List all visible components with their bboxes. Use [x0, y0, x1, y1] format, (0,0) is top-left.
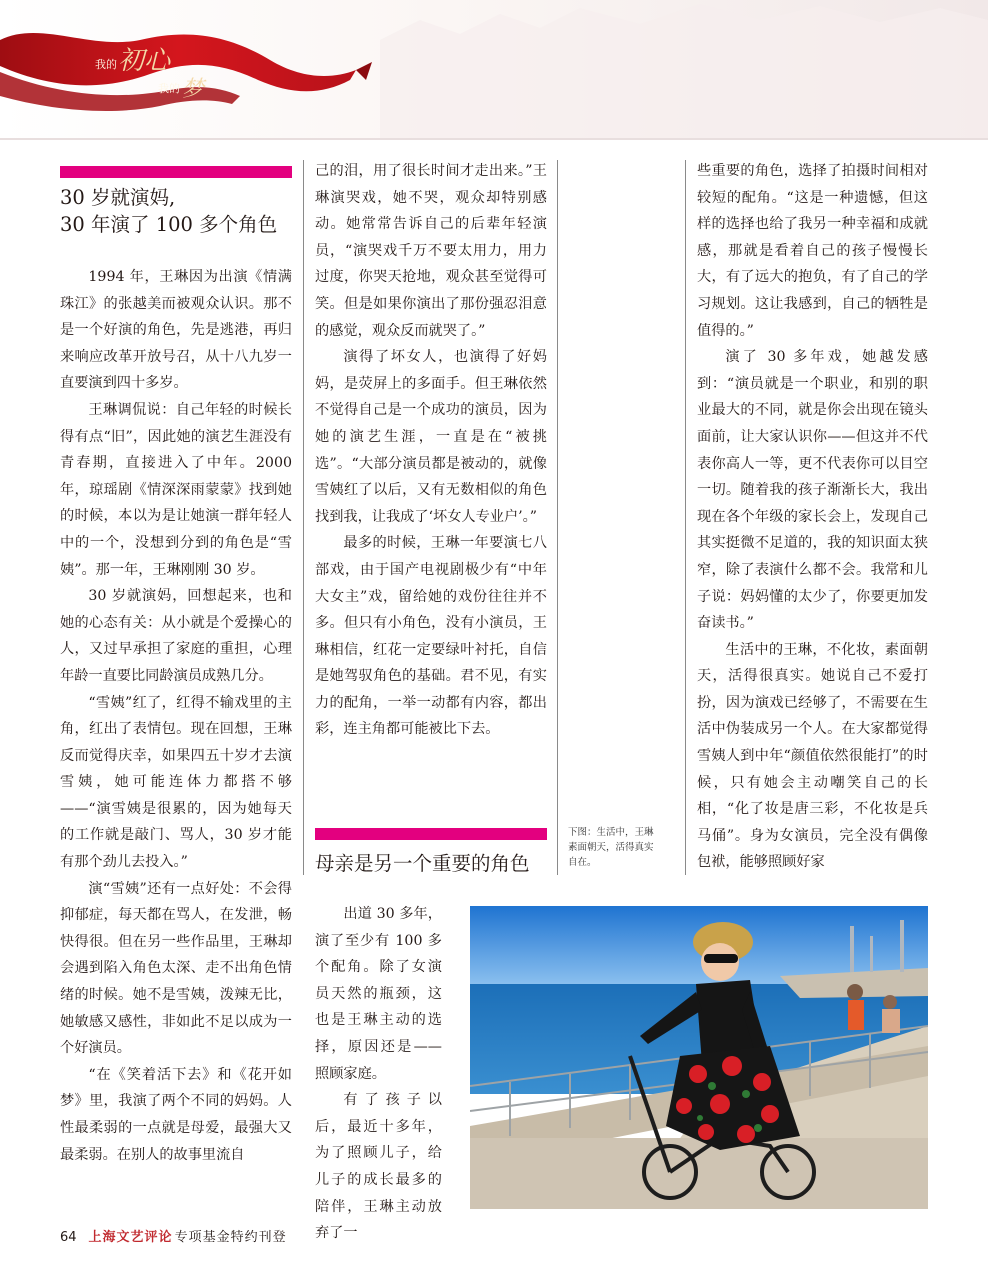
- paragraph: 1994 年，王琳因为出演《情满珠江》的张越美而被观众认识。那不是一个好演的角色，先是逃港，再归来响应改革开放号召，从十八九岁一直要演到四十多岁。: [60, 269, 292, 392]
- banner-art-meng: 梦: [182, 77, 205, 102]
- banner-text-mid: 我的: [158, 82, 180, 95]
- paragraph: 演得了坏女人，也演得了好妈妈，是荧屏上的多面手。但王琳依然不觉得自己是一个成功的演员，因为她的演艺生涯，一直是在“被挑选”。“大部分演员都是被动的，就像雪姨红了以后，又有无数相似的角色找到我，让我成了‘坏女人专业户’。”: [315, 349, 547, 525]
- article-column-1: [60, 264, 292, 1168]
- footer-subtitle: 专项基金特约刊登: [174, 1230, 287, 1245]
- caption-line: 素面朝天，活得真实: [568, 842, 654, 853]
- column-divider-1: [303, 160, 304, 875]
- page-number: 64: [60, 1230, 77, 1245]
- caption-line: 自在。: [568, 857, 597, 868]
- page-footer: [60, 1226, 287, 1245]
- paragraph: 演“雪姨”还有一点好处：不会得抑郁症，每天都在骂人，在发泄，畅快得很。但在另一些作品里，王琳却会遇到陷入角色太深、走不出角色情绪的时候。她不是雪姨，泼辣无比，她敏感又感性，非如此不足以成为一个好演员。: [60, 880, 292, 1057]
- column-divider-2: [557, 160, 558, 875]
- paragraph: 30 岁就演妈，回想起来，也和她的心态有关：从小就是个爱操心的人，又过早承担了家庭的重担，心理年龄一直要比同龄演员成熟几分。: [60, 588, 292, 684]
- banner-text-left: 我的: [95, 58, 117, 71]
- photo-caption: [568, 825, 678, 870]
- section1-heading-line1: 30 岁就演妈,: [60, 186, 176, 209]
- banner-art-chuxin: 初心: [118, 46, 171, 76]
- paragraph: 王琳调侃说：自己年轻的时候长得有点“旧”，因此她的演艺生涯没有青春期，直接进入了中年。2000 年，琼瑶剧《情深深雨蒙蒙》找到她的时候，本以为是让她演一群年轻人中的一个，没想到分到的角色是“雪姨”。那一年，王琳刚刚 30 岁。: [60, 401, 292, 578]
- column-divider-3: [685, 160, 686, 875]
- photo-woman-on-bicycle: [470, 906, 928, 1209]
- paragraph: 有了孩子以后，最近十多年，为了照顾儿子，给儿子的成长最多的陪伴，王琳主动放弃了一: [315, 1092, 442, 1242]
- header-banner: [0, 0, 988, 140]
- caption-line: 下图：生活中，王琳: [568, 827, 654, 838]
- magazine-name: 上海文艺评论: [88, 1230, 173, 1245]
- paragraph: “在《笑着活下去》和《花开如梦》里，我演了两个不同的妈妈。人性最柔弱的一点就是母爱，最强大又最柔弱。在别人的故事里流自: [60, 1066, 292, 1163]
- paragraph: 最多的时候，王琳一年要演七八部戏，由于国产电视剧极少有“中年大女主”戏，留给她的戏份往往并不多。但只有小角色，没有小演员，王琳相信，红花一定要绿叶衬托，自信是她驾驭角色的基础。君不见，有实力的配角，一举一动都有内容，都出彩，连主角都可能被比下去。: [315, 535, 547, 738]
- photo-illustration: [470, 906, 928, 1209]
- section2-heading: 母亲是另一个重要的角色: [315, 852, 530, 875]
- section2-accent-bar: [315, 828, 547, 840]
- section1-accent-bar: [60, 166, 292, 178]
- article-column-2b: [315, 901, 442, 1247]
- paragraph: 生活中的王琳，不化妆，素面朝天，活得很真实。她说自己不爱打扮，因为演戏已经够了，不需要在生活中伪装成另一个人。在大家都觉得雪姨人到中年“颜值依然很能打”的时候，只有她会主动嘲笑自己的长相，“化了妆是唐三彩，不化妆是兵马俑”。身为女演员，完全没有偶像包袱，能够照顾好家: [697, 641, 928, 871]
- paragraph: 些重要的角色，选择了拍摄时间相对较短的配角。“这是一种遗憾，但这样的选择也给了我另一种幸福和成就感，那就是看着自己的孩子慢慢长大，有了远大的抱负，有了自己的学习规划。这让我感到，自己的牺牲是值得的。”: [697, 163, 928, 339]
- paragraph: 出道 30 多年，演了至少有 100 多个配角。除了女演员天然的瓶颈，这也是王琳主动的选择，原因还是——照顾家庭。: [315, 906, 442, 1082]
- paragraph: 己的泪，用了很长时间才走出来。”王琳演哭戏，她不哭，观众却特别感动。她常常告诉自己的后辈年轻演员，“演哭戏千万不要太用力，用力过度，你哭天抢地，观众甚至觉得可笑。但是如果你演出了那份强忍泪意的感觉，观众反而就哭了。”: [315, 163, 547, 339]
- paragraph: 演了 30 多年戏，她越发感到：“演员就是一个职业，和别的职业最大的不同，就是你会出现在镜头面前，让大家认识你——但这并不代表你高人一等，更不代表你可以目空一切。随着我的孩子渐渐长大，我出现在各个年级的家长会上，发现自己其实挺微不足道的，我的知识面太狭窄，除了表演什么都不会。我常和儿子说：妈妈懂的太少了，你要更加发奋读书。”: [697, 349, 928, 632]
- section1-heading-line2: 30 年演了 100 多个角色: [60, 213, 278, 236]
- paragraph: “雪姨”红了，红得不输戏里的主角，红出了表情包。现在回想，王琳反而觉得庆幸，如果四五十岁才去演雪姨，她可能连体力都搭不够——“演雪姨是很累的，因为她每天的工作就是敲门、骂人，30 岁才能有那个劲儿去投入。”: [60, 694, 292, 871]
- article-column-2: [315, 158, 547, 743]
- section1-heading: [60, 184, 300, 238]
- article-column-3: [697, 158, 928, 876]
